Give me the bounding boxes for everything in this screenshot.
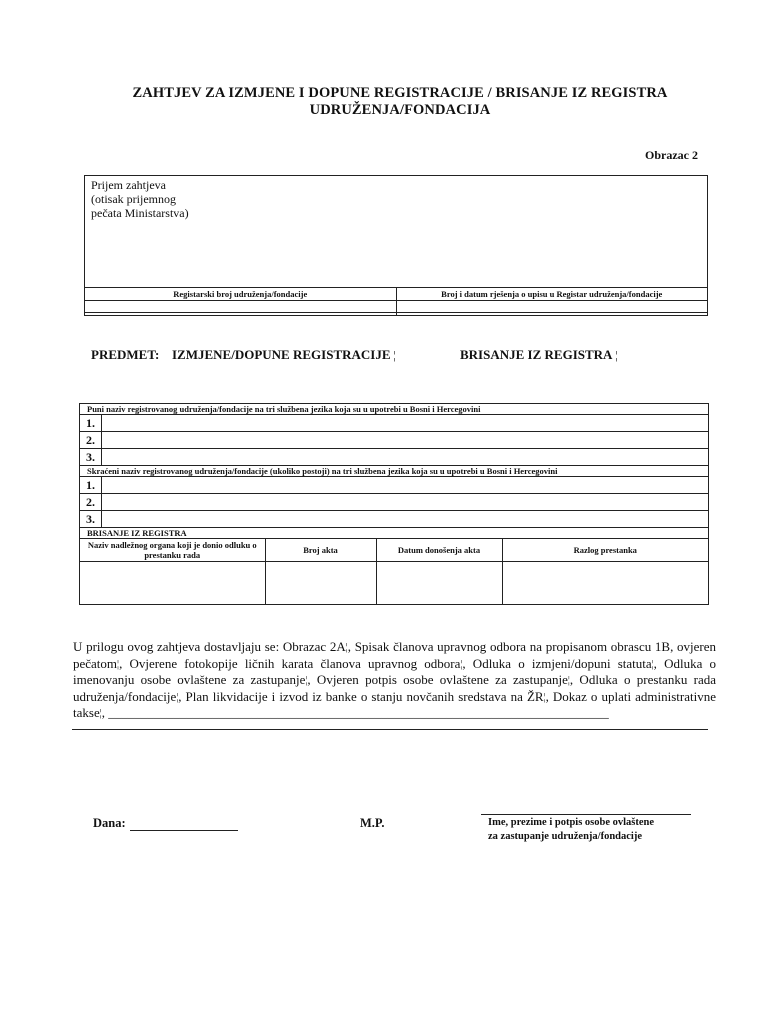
registration-decision-header: Broj i datum rješenja o upisu u Registar udruženja/fondacije bbox=[396, 288, 708, 301]
deletion-section bbox=[80, 539, 708, 604]
attachment-checkbox[interactable]: ¦ bbox=[176, 691, 179, 703]
full-name-header: Puni naziv registrovanog udruženja/fondacije na tri službena jezika koja su u upotrebi u Bosni i Hercegovini bbox=[80, 404, 708, 415]
attachment-other-field[interactable]: , _____________________________________________________________________________ bbox=[101, 705, 609, 721]
attachments-extra-line[interactable] bbox=[72, 729, 708, 730]
row-number: 3. bbox=[80, 449, 102, 465]
deletion-col-act-number: Broj akta bbox=[265, 539, 376, 562]
attachment-item: , Plan likvidacije i izvod iz banke o stanju novčanih sredstava na ŽR bbox=[178, 688, 544, 704]
row-number: 2. bbox=[80, 494, 102, 510]
attachment-item: , Ovjeren potpis osobe ovlaštene za zastupanje bbox=[307, 672, 568, 688]
registration-number-field[interactable] bbox=[85, 301, 397, 316]
date-input-line[interactable] bbox=[130, 818, 238, 831]
row-number: 1. bbox=[80, 477, 102, 493]
short-name-header: Skraćeni naziv registrovanog udruženja/fondacije (ukoliko postoji) na tri službena jezika koja su u upotrebi u Bosni i Hercegovini bbox=[80, 466, 708, 477]
attachment-checkbox[interactable]: ¦ bbox=[305, 675, 308, 687]
deletion-col-authority: Naziv nadležnog organa koji je donio odluku o prestanku rada bbox=[80, 539, 265, 562]
attachment-checkbox[interactable]: ¦ bbox=[117, 658, 120, 670]
row-number: 2. bbox=[80, 432, 102, 448]
checkbox-amendments[interactable]: ¦ bbox=[393, 348, 396, 362]
option-amendments-label: IZMJENE/DOPUNE REGISTRACIJE bbox=[172, 347, 391, 362]
registration-decision-field[interactable] bbox=[396, 301, 708, 316]
document-title bbox=[60, 85, 740, 119]
deletion-act-number-field[interactable] bbox=[265, 562, 376, 605]
attachment-item: , Odluka o izmjeni/dopuni statuta bbox=[462, 655, 652, 671]
attachment-checkbox[interactable]: ¦ bbox=[651, 658, 654, 670]
attachment-item: , Odluka o prestanku rada udruženja/fondacije bbox=[73, 672, 716, 704]
attachment-checkbox[interactable]: ¦ bbox=[460, 658, 463, 670]
attachment-item: , Dokaz o uplati administrativne takse bbox=[73, 688, 717, 721]
association-names-table bbox=[79, 403, 709, 605]
row-number: 1. bbox=[80, 415, 102, 431]
short-name-row[interactable] bbox=[80, 494, 708, 511]
attachment-item: , Spisak članova upravnog odbora na propisanom obrascu 1B, ovjeren pečatom bbox=[73, 639, 716, 671]
attachment-checkbox[interactable]: ¦ bbox=[543, 691, 546, 703]
attachment-checkbox[interactable]: ¦ bbox=[99, 708, 102, 720]
attachments-paragraph bbox=[73, 639, 716, 722]
reception-label-line: (otisak prijemnog bbox=[91, 192, 176, 206]
full-name-row[interactable] bbox=[80, 432, 708, 449]
signer-caption-line: za zastupanje udruženja/fondacije bbox=[488, 831, 642, 842]
reception-stamp-box bbox=[84, 175, 708, 313]
signer-caption-line: Ime, prezime i potpis osobe ovlaštene bbox=[488, 817, 655, 828]
attachment-item: , Ovjerene fotokopije ličnih karata članova upravnog odbora bbox=[119, 655, 461, 671]
deletion-col-reason: Razlog prestanka bbox=[502, 539, 708, 562]
deletion-header: BRISANJE IZ REGISTRA bbox=[80, 528, 708, 539]
full-name-row[interactable] bbox=[80, 449, 708, 466]
deletion-authority-field[interactable] bbox=[80, 562, 265, 605]
stamp-label: M.P. bbox=[360, 816, 385, 830]
deletion-col-act-date: Datum donošenja akta bbox=[376, 539, 502, 562]
title-line-2: UDRUŽENJA/FONDACIJA bbox=[309, 102, 491, 118]
attachment-checkbox[interactable]: ¦ bbox=[567, 675, 570, 687]
date-label: Dana: bbox=[93, 816, 126, 830]
option-deletion[interactable] bbox=[460, 347, 618, 363]
reception-label-line: pečata Ministarstva) bbox=[91, 206, 189, 220]
attachment-item: , Odluka o imenovanju osobe ovlaštene za zastupanje bbox=[73, 655, 716, 688]
signature-line[interactable] bbox=[481, 814, 691, 815]
signer-caption bbox=[488, 816, 654, 844]
full-name-row[interactable] bbox=[80, 415, 708, 432]
date-field[interactable] bbox=[93, 816, 238, 831]
title-line-1: ZAHTJEV ZA IZMJENE I DOPUNE REGISTRACIJE / BRISANJE IZ REGISTRA bbox=[132, 85, 668, 101]
short-name-row[interactable] bbox=[80, 511, 708, 528]
checkbox-deletion[interactable]: ¦ bbox=[615, 348, 618, 362]
registration-number-header: Registarski broj udruženja/fondacije bbox=[85, 288, 397, 301]
reception-label bbox=[91, 178, 189, 220]
registration-table bbox=[84, 287, 708, 316]
short-name-row[interactable] bbox=[80, 477, 708, 494]
attachment-checkbox[interactable]: ¦ bbox=[345, 642, 348, 653]
option-amendments[interactable] bbox=[172, 347, 396, 363]
deletion-table bbox=[80, 539, 708, 604]
deletion-reason-field[interactable] bbox=[502, 562, 708, 605]
row-number: 3. bbox=[80, 511, 102, 527]
form-code: Obrazac 2 bbox=[645, 148, 698, 162]
reception-label-line: Prijem zahtjeva bbox=[91, 178, 166, 192]
option-deletion-label: BRISANJE IZ REGISTRA bbox=[460, 347, 613, 362]
attachments-intro: U prilogu ovog zahtjeva dostavljaju se: Obrazac 2A bbox=[73, 639, 346, 654]
deletion-act-date-field[interactable] bbox=[376, 562, 502, 605]
subject-label: PREDMET: bbox=[91, 347, 160, 362]
